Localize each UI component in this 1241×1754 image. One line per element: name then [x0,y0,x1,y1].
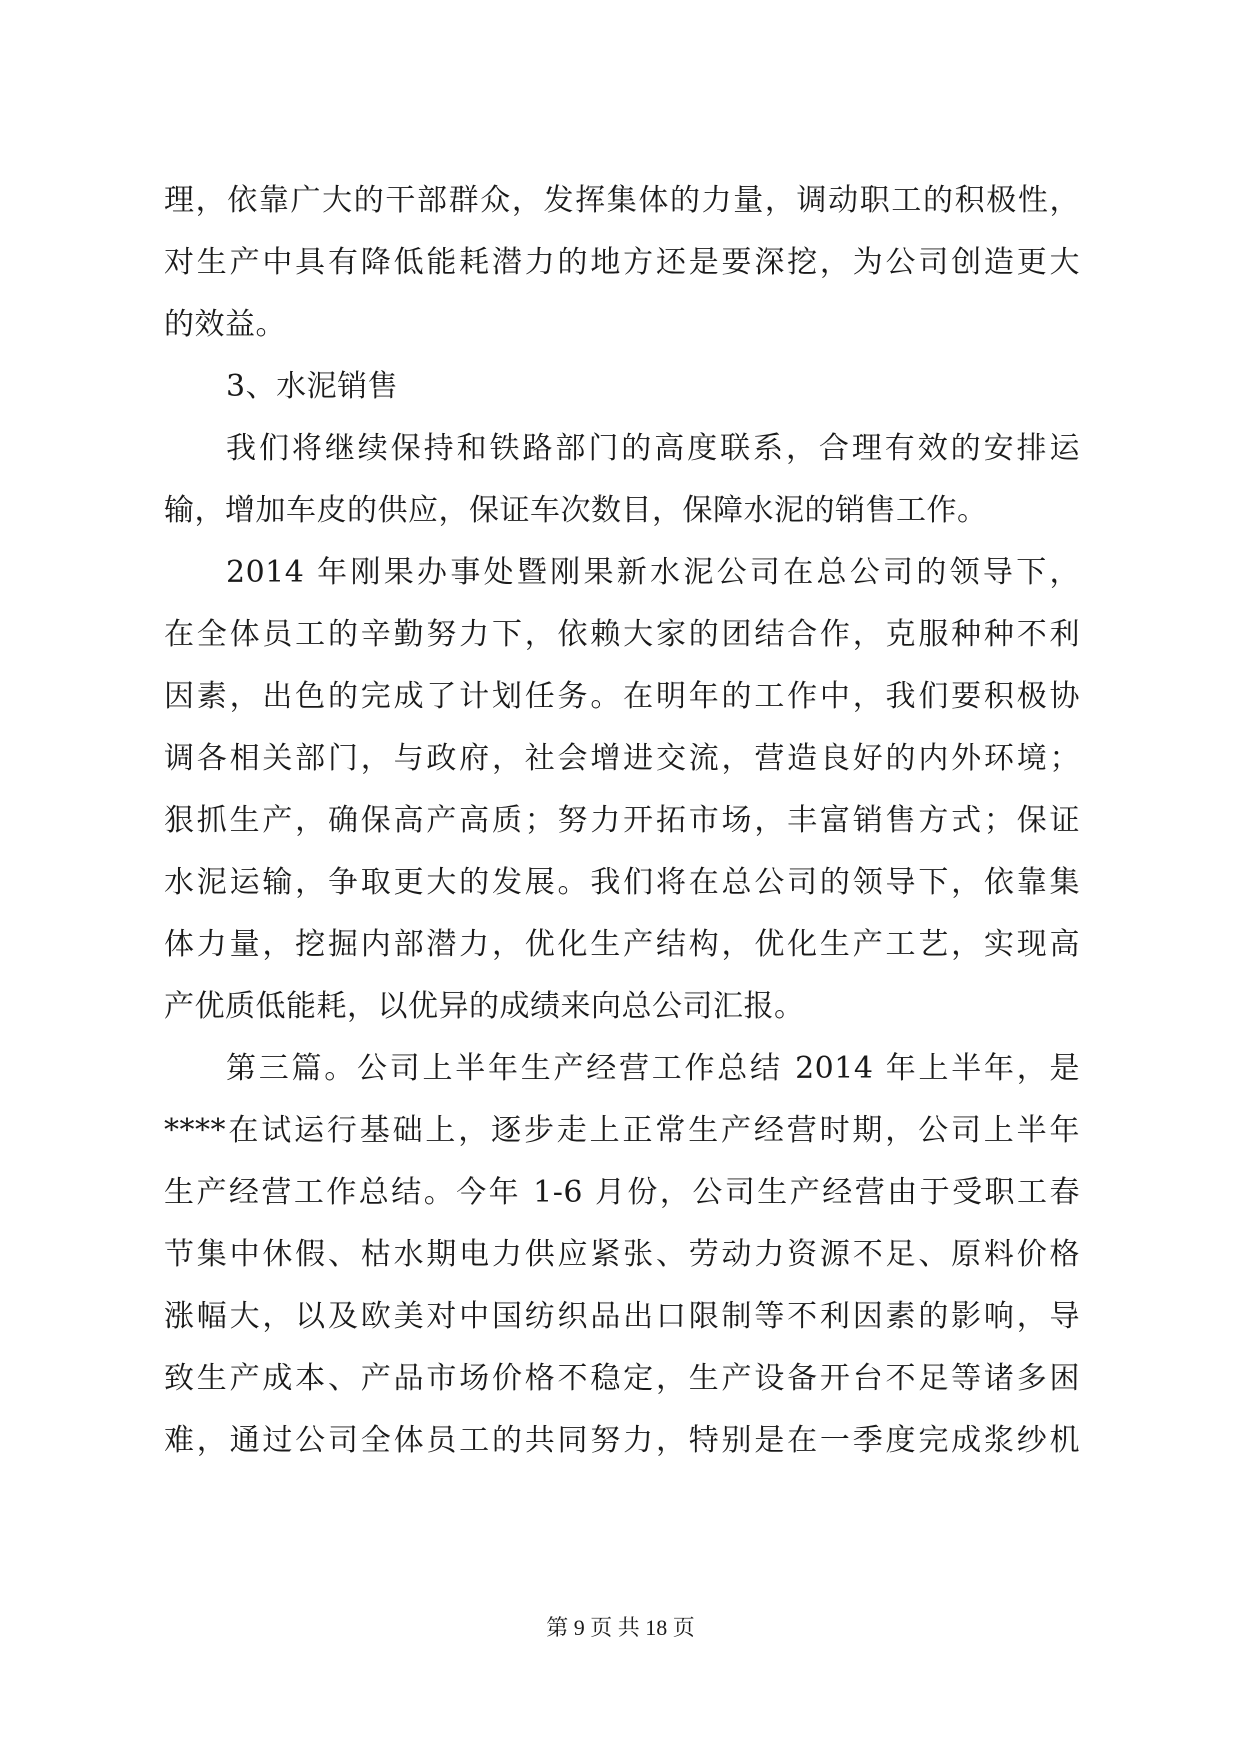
text-line: 对生产中具有降低能耗潜力的地方还是要深挖，为公司创造更大 [164,245,1080,280]
text-line: 2014 年刚果办事处暨刚果新水泥公司在总公司的领导下， [226,555,1080,590]
text-line: 我们将继续保持和铁路部门的高度联系，合理有效的安排运 [226,431,1080,466]
text-line: 理，依靠广大的干部群众，发挥集体的力量，调动职工的积极性， [164,183,1080,218]
text-line: 的效益。 [164,307,286,342]
text-line: 狠抓生产，确保高产高质；努力开拓市场，丰富销售方式；保证 [164,803,1080,838]
text-line: 生产经营工作总结。今年 1-6 月份，公司生产经营由于受职工春 [164,1175,1080,1210]
text-line: 调各相关部门，与政府，社会增进交流，营造良好的内外环境； [164,741,1080,776]
text-line: 涨幅大，以及欧美对中国纺织品出口限制等不利因素的影响，导 [164,1299,1080,1334]
text-line: 节集中休假、枯水期电力供应紧张、劳动力资源不足、原料价格 [164,1237,1080,1272]
text-line: 在全体员工的辛勤努力下，依赖大家的团结合作，克服种种不利 [164,617,1080,652]
text-line: 因素，出色的完成了计划任务。在明年的工作中，我们要积极协 [164,679,1080,714]
text-line: 难，通过公司全体员工的共同努力，特别是在一季度完成浆纱机 [164,1423,1080,1458]
text-line: 水泥运输，争取更大的发展。我们将在总公司的领导下，依靠集 [164,865,1080,900]
text-line: 产优质低能耗，以优异的成绩来向总公司汇报。 [164,989,805,1024]
text-line: 第三篇。公司上半年生产经营工作总结 2014 年上半年，是 [226,1051,1080,1086]
text-line: 输，增加车皮的供应，保证车次数目，保障水泥的销售工作。 [164,493,988,528]
section-heading: 3、水泥销售 [226,369,399,404]
text-line: ****在试运行基础上，逐步走上正常生产经营时期，公司上半年 [164,1113,1080,1148]
text-line: 体力量，挖掘内部潜力，优化生产结构，优化生产工艺，实现高 [164,927,1080,962]
page-number-footer: 第 9 页 共 18 页 [546,1615,695,1640]
text-line: 致生产成本、产品市场价格不稳定，生产设备开台不足等诸多困 [164,1361,1080,1396]
